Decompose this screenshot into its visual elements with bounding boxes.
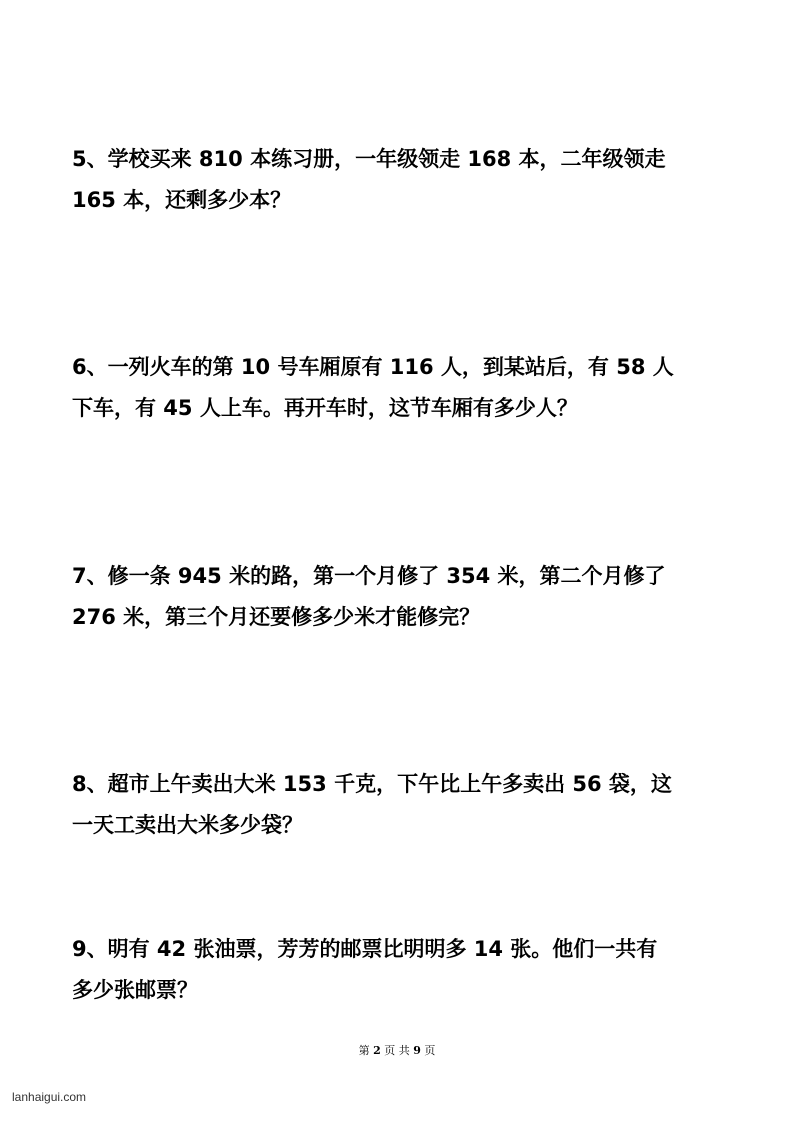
footer-prefix: 第 <box>358 1044 370 1057</box>
watermark: lanhaigui.com <box>12 1090 87 1104</box>
problem-9-line-1: 9、明有 42 张油票，芳芳的邮票比明明多 14 张。他们一共有 <box>72 937 658 961</box>
problem-5 <box>72 139 732 221</box>
problem-5-line-1: 5、学校买来 810 本练习册，一年级领走 168 本，二年级领走 <box>72 147 666 171</box>
footer-total-pages: 9 <box>413 1044 421 1057</box>
problem-8 <box>72 764 732 846</box>
footer-suffix: 页 <box>424 1044 436 1057</box>
problem-7-line-1: 7、修一条 945 米的路，第一个月修了 354 米，第二个月修了 <box>72 564 666 588</box>
problem-7 <box>72 556 732 638</box>
footer-middle: 页 共 <box>384 1044 410 1057</box>
problem-8-line-2: 一天工卖出大米多少袋？ <box>72 813 303 837</box>
problem-9 <box>72 929 732 1011</box>
problem-6-line-2: 下车，有 45 人上车。再开车时，这节车厢有多少人？ <box>72 396 578 420</box>
footer-current-page: 2 <box>373 1044 381 1057</box>
page-footer <box>0 1042 794 1058</box>
problem-7-line-2: 276 米，第三个月还要修多少米才能修完？ <box>72 605 481 629</box>
problem-8-line-1: 8、超市上午卖出大米 153 千克，下午比上午多卖出 56 袋，这 <box>72 772 672 796</box>
problem-6-line-1: 6、一列火车的第 10 号车厢原有 116 人，到某站后，有 58 人 <box>72 355 674 379</box>
problem-9-line-2: 多少张邮票？ <box>72 978 198 1002</box>
problem-5-line-2: 165 本，还剩多少本？ <box>72 188 292 212</box>
problem-6 <box>72 347 732 429</box>
